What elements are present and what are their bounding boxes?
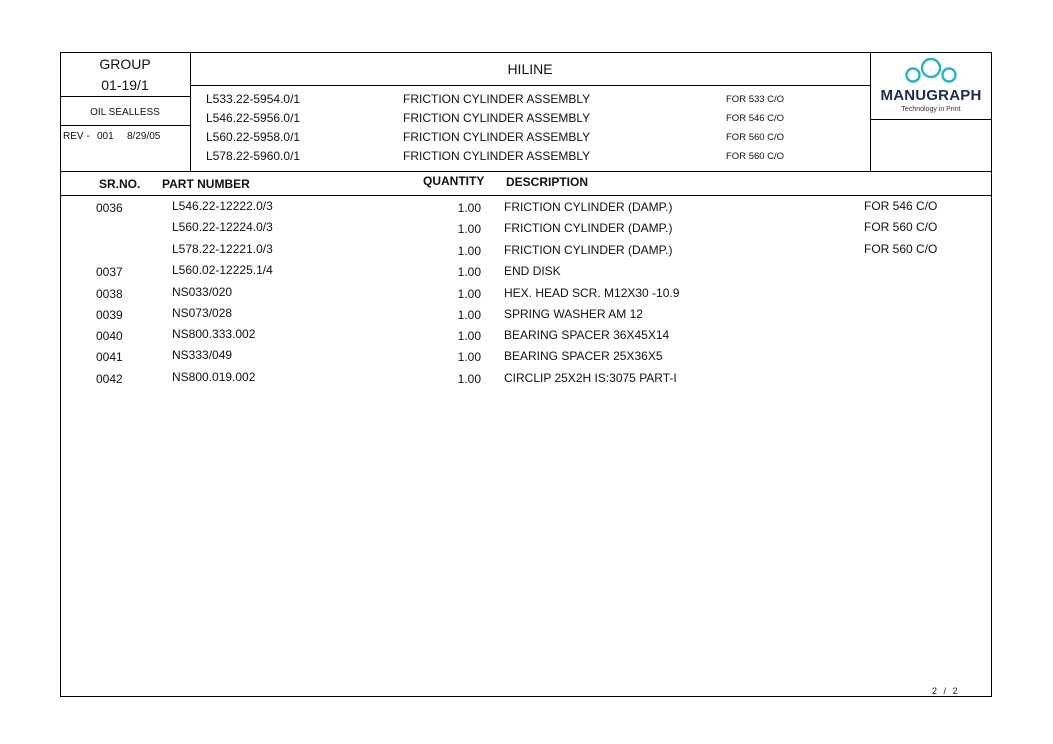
row-note: FOR 560 C/O [864,242,938,256]
row-quantity: 1.00 [457,350,481,364]
page-total: 2 [952,686,958,696]
page-current: 2 [932,686,938,696]
column-header-quantity: QUANTITY [423,174,485,188]
row-quantity: 1.00 [457,201,481,215]
row-srno: 0041 [96,350,123,364]
row-description: FRICTION CYLINDER (DAMP.) [504,243,673,257]
logo-tagline: Technology in Print [901,106,961,113]
revision-number: 001 [97,131,114,142]
row-srno: 0038 [96,287,123,301]
logo-name: MANUGRAPH [880,87,982,104]
page-number [932,686,958,696]
row-note: FOR 560 C/O [864,220,938,234]
row-description: BEARING SPACER 25X36X5 [504,349,663,363]
row-part-number: L560.02-12225.1/4 [172,263,273,277]
header-bottom-rule [60,171,992,172]
group-code-rule [60,96,190,97]
column-header-description: DESCRIPTION [506,175,589,189]
assembly-description: FRICTION CYLINDER ASSEMBLY [403,130,591,144]
row-srno: 0037 [96,265,123,279]
revision-date: 8/29/05 [127,131,161,142]
assembly-for: FOR 546 C/O [726,113,785,124]
assembly-for: FOR 560 C/O [726,132,785,143]
row-description: CIRCLIP 25X2H IS:3075 PART-I [504,371,677,385]
row-quantity: 1.00 [457,287,481,301]
column-header-srno: SR.NO. [99,177,141,191]
row-description: HEX. HEAD SCR. M12X30 -10.9 [504,286,680,300]
category-label: OIL SEALLESS [90,107,160,118]
row-srno: 0036 [96,201,123,215]
row-part-number: NS800.333.002 [172,327,256,341]
group-code: 01-19/1 [101,77,149,93]
machine-title: HILINE [507,61,553,77]
row-srno: 0042 [96,372,123,386]
assembly-description: FRICTION CYLINDER ASSEMBLY [403,149,591,163]
revision-label: REV - [63,131,90,142]
row-quantity: 1.00 [457,308,481,322]
row-part-number: L578.22-12221.0/3 [172,242,273,256]
column-header-part-number: PART NUMBER [162,177,250,191]
row-quantity: 1.00 [457,372,481,386]
row-description: SPRING WASHER AM 12 [504,307,643,321]
row-part-number: NS073/028 [172,306,233,320]
logo-rule [870,119,992,120]
page-separator: / [943,686,947,696]
group-label: GROUP [99,56,151,72]
row-srno: 0039 [96,308,123,322]
machine-title-rule [190,85,870,86]
assembly-description: FRICTION CYLINDER ASSEMBLY [403,92,591,106]
manugraph-logo-icon [900,55,962,85]
assembly-for: FOR 533 C/O [726,94,785,105]
assembly-part: L578.22-5960.0/1 [206,149,301,163]
assembly-for: FOR 560 C/O [726,151,785,162]
row-description: FRICTION CYLINDER (DAMP.) [504,200,673,214]
row-description: END DISK [504,264,561,278]
category-rule [60,125,190,126]
assembly-part: L533.22-5954.0/1 [206,92,301,106]
row-description: FRICTION CYLINDER (DAMP.) [504,221,673,235]
row-quantity: 1.00 [457,244,481,258]
column-header-rule [60,195,992,196]
row-part-number: NS800.019.002 [172,370,256,384]
row-srno: 0040 [96,329,123,343]
assembly-part: L546.22-5956.0/1 [206,111,301,125]
assembly-description: FRICTION CYLINDER ASSEMBLY [403,111,591,125]
row-part-number: NS033/020 [172,285,233,299]
row-quantity: 1.00 [457,265,481,279]
row-description: BEARING SPACER 36X45X14 [504,328,670,342]
row-quantity: 1.00 [457,329,481,343]
row-part-number: L560.22-12224.0/3 [172,220,273,234]
row-part-number: L546.22-12222.0/3 [172,199,273,213]
row-note: FOR 546 C/O [864,199,938,213]
row-part-number: NS333/049 [172,348,233,362]
assembly-part: L560.22-5958.0/1 [206,130,301,144]
row-quantity: 1.00 [457,222,481,236]
